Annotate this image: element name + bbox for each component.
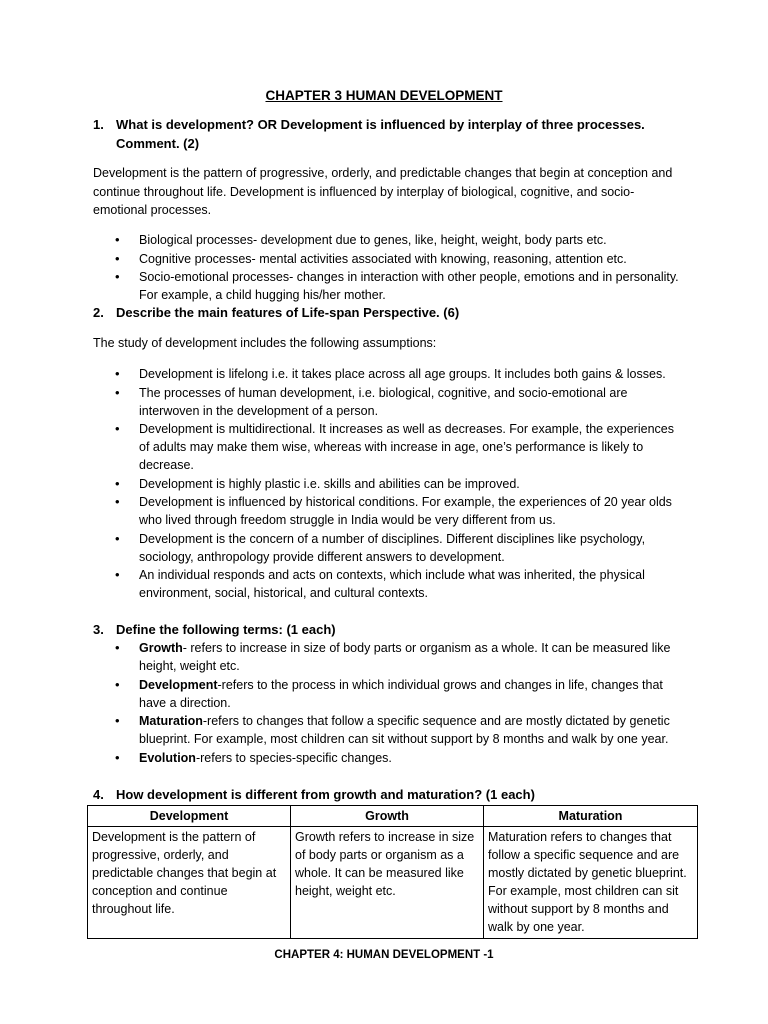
term-definition: - refers to increase in size of body parts or organism as a whole. It can be measured like height, weight etc. [139, 641, 671, 673]
question-2-intro: The study of development includes the following assumptions: [93, 336, 437, 350]
term-definition: -refers to the process in which individual grows and changes in life, changes that have a direction. [139, 677, 663, 710]
question-1-answer: Development is the pattern of progressive, orderly, and predictable changes that begin at conception and continue throughout life. Development is influenced by interplay of biological, cognitive, and socio-emotional processes. [93, 166, 673, 217]
question-text: Define the following terms: (1 each) [116, 622, 336, 637]
list-item: • Cognitive processes- mental activities associated with knowing, reasoning, attention etc. [93, 250, 685, 268]
list-item: • Biological processes- development due to genes, like, height, weight, body parts etc. [93, 231, 685, 249]
question-number: 4. [93, 787, 104, 802]
question-number: 2. [93, 305, 104, 320]
term: Development [139, 677, 218, 692]
question-1-bullets [93, 231, 685, 305]
list-item: • Development is the concern of a number of disciplines. Different disciplines like psychology, sociology, anthropology provide different answers to development. [93, 530, 685, 566]
table-cell: Growth refers to increase in size of body parts or organism as a whole. It can be measured like height, weight etc. [291, 827, 484, 939]
term-item [93, 676, 685, 712]
term-item [93, 712, 685, 748]
term: Growth [139, 641, 183, 655]
question-3-heading [93, 621, 653, 640]
question-number: 3. [93, 622, 104, 637]
term-definition: -refers to species-specific changes. [195, 750, 392, 765]
comparison-table [87, 805, 698, 939]
question-3-terms [93, 639, 685, 767]
question-2-heading [93, 304, 653, 323]
table-cell: Maturation refers to changes that follow a specific sequence and are mostly dictated by genetic blueprint. For example, most children can sit without support by 8 months and walk by one year. [484, 827, 698, 939]
term-item [93, 749, 685, 767]
column-header: Maturation [484, 806, 698, 827]
list-item: • The processes of human development, i.e. biological, cognitive, and socio-emotional are interwoven in the development of a person. [93, 384, 685, 420]
list-item: • Development is lifelong i.e. it takes place across all age groups. It includes both gains & losses. [93, 365, 685, 383]
list-item: • Development is influenced by historical conditions. For example, the experiences of 20 year olds who lived through freedom struggle in India would be very different from us. [93, 493, 685, 529]
list-item: • An individual responds and acts on contexts, which include what was inherited, the physical environment, social, historical, and cultural contexts. [93, 566, 685, 602]
term-definition: -refers to changes that follow a specific sequence and are mostly dictated by genetic blueprint. For example, most children can sit without support by 8 months and walk by one year. [139, 714, 670, 746]
column-header: Growth [291, 806, 484, 827]
page-footer: CHAPTER 4: HUMAN DEVELOPMENT -1 [274, 949, 494, 961]
question-4-heading [93, 786, 653, 805]
list-item: • Development is multidirectional. It increases as well as decreases. For example, the experiences of adults may make them wise, whereas with increase in age, one’s performance is likely to decrease. [93, 420, 685, 474]
term: Evolution [139, 750, 196, 765]
question-1-heading [93, 116, 653, 153]
column-header: Development [88, 806, 291, 827]
page-title: CHAPTER 3 HUMAN DEVELOPMENT [265, 88, 503, 103]
table-header-row [88, 806, 698, 827]
table-cell: Development is the pattern of progressive, orderly, and predictable changes that begin at conception and continue throughout life. [88, 827, 291, 939]
question-text: How development is different from growth and maturation? (1 each) [116, 787, 535, 802]
term: Maturation [139, 714, 203, 728]
table-row [88, 827, 698, 939]
question-text: What is development? OR Development is influenced by interplay of three processes. Comment. (2) [116, 117, 645, 151]
question-text: Describe the main features of Life-span Perspective. (6) [116, 305, 460, 320]
term-item [93, 639, 685, 675]
list-item: • Development is highly plastic i.e. skills and abilities can be improved. [93, 475, 685, 493]
question-2-bullets [93, 365, 685, 603]
question-number: 1. [93, 117, 104, 132]
list-item: • Socio-emotional processes- changes in interaction with other people, emotions and in personality. For example, a child hugging his/her mother. [93, 268, 685, 304]
